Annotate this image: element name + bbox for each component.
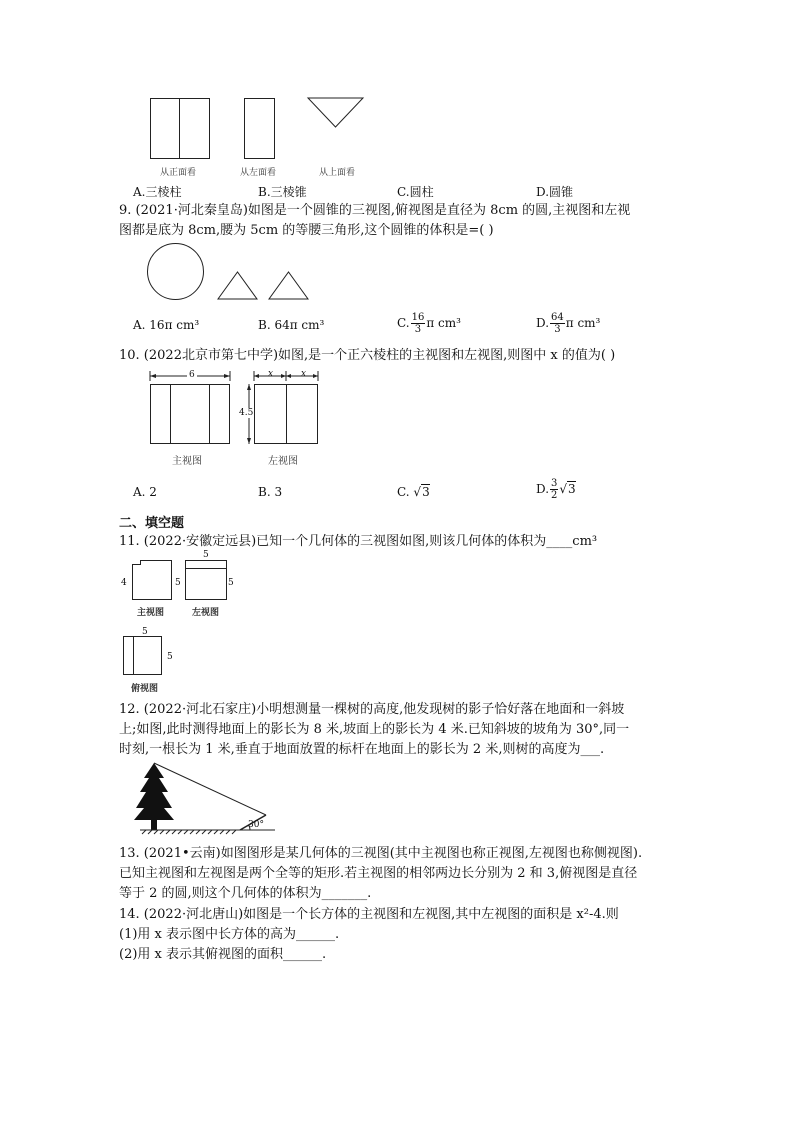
q10-front-caption: 主视图 — [172, 456, 202, 467]
q11-label-5-side-top: 5 — [203, 550, 209, 560]
q10-option-d-numerator: 3 — [551, 478, 558, 489]
q11-front-view — [130, 558, 174, 602]
q9-option-d-suffix: π cm³ — [565, 316, 601, 330]
q10-height-label: 4.5 — [239, 408, 254, 418]
q12-text-line2: 上;如图,此时测得地面上的影长为 8 米,坡面上的影长为 4 米.已知斜坡的坡角为 30°,同一 — [119, 722, 630, 737]
q13-text-line1: 13. (2021•云南)如图图形是某几何体的三视图(其中主视图也称正视图,左视图也称侧视图). — [119, 846, 643, 861]
q9-option-a[interactable]: A. 16π cm³ — [133, 318, 200, 332]
q10-option-d-radicand: 3 — [568, 482, 576, 496]
q8-option-a[interactable]: A.三棱柱 — [133, 185, 182, 199]
q8-caption-top: 从上面看 — [319, 168, 356, 178]
q9-option-c-suffix: π cm³ — [426, 316, 461, 330]
q10-side-label-x1: x — [268, 369, 274, 379]
q11-label-5-top-right: 5 — [167, 652, 173, 662]
q9-option-c-denominator: 3 — [414, 324, 422, 335]
section-title-fill-in: 二、填空题 — [119, 516, 185, 531]
q11-side-caption: 左视图 — [192, 608, 220, 618]
q9-option-c-numerator: 16 — [411, 312, 425, 323]
q10-option-d-sqrt: √3 — [559, 482, 576, 496]
q8-option-b[interactable]: B.三棱锥 — [258, 185, 307, 199]
q9-option-c[interactable] — [397, 312, 461, 335]
q10-text: 10. (2022北京市第七中学)如图,是一个正六棱柱的主视图和左视图,则图中 x 的值为( ) — [119, 348, 616, 363]
q12-angle-label: 30° — [248, 820, 264, 830]
q10-option-c-prefix: C. — [397, 485, 410, 499]
q12-text-line3: 时刻,一根长为 1 米,垂直于地面放置的标杆在地面上的影长为 2 米,则树的高度为___. — [119, 742, 605, 757]
q11-text: 11. (2022·安徽定远县)已知一个几何体的三视图如图,则该几何体的体积为____cm³ — [119, 534, 598, 549]
q14-text-line1: 14. (2022·河北唐山)如图是一个长方体的主视图和左视图,其中左视图的面积是 x²-4.则 — [119, 907, 619, 922]
q8-top-view — [307, 96, 365, 130]
q10-option-c[interactable] — [397, 485, 430, 499]
q11-label-4: 4 — [121, 578, 127, 588]
q9-front-view-triangle — [217, 270, 259, 302]
q9-option-d-numerator: 64 — [551, 312, 564, 323]
q11-label-5-side-right: 5 — [228, 578, 234, 588]
q12-text-line1: 12. (2022·河北石家庄)小明想测量一棵树的高度,他发现树的影子恰好落在地面和一斜坡 — [119, 702, 625, 717]
q11-label-5-front: 5 — [175, 578, 181, 588]
q10-front-width-label: 6 — [189, 370, 195, 380]
q9-option-c-prefix: C. — [397, 316, 410, 330]
q10-option-d-prefix: D. — [536, 482, 550, 496]
q10-option-d-denominator: 2 — [551, 490, 558, 501]
q8-caption-front: 从正面看 — [160, 168, 197, 178]
q13-text-line3: 等于 2 的圆,则这个几何体的体积为_______. — [119, 886, 372, 901]
q8-side-view — [244, 98, 276, 160]
q11-label-5-top-top: 5 — [142, 627, 148, 637]
q9-option-d-denominator: 3 — [554, 324, 561, 335]
q11-front-caption: 主视图 — [137, 608, 165, 618]
q8-front-view — [150, 98, 210, 160]
q11-top-view — [123, 634, 167, 678]
q9-side-view-triangle — [268, 270, 310, 302]
q10-option-c-sqrt: √3 — [413, 485, 430, 499]
q9-option-b[interactable]: B. 64π cm³ — [258, 318, 325, 332]
q10-option-d[interactable] — [536, 478, 576, 501]
q9-text-line1: 9. (2021·河北秦皇岛)如图是一个圆锥的三视图,俯视图是直径为 8cm 的圆,主视图和左视 — [119, 203, 631, 218]
tree-icon — [134, 763, 174, 830]
q9-text-line2: 图都是底为 8cm,腰为 5cm 的等腰三角形,这个圆锥的体积是=( ) — [119, 223, 494, 238]
q10-side-caption: 左视图 — [268, 456, 298, 467]
q8-option-d[interactable]: D.圆锥 — [536, 185, 574, 199]
q11-top-caption: 俯视图 — [131, 684, 159, 694]
q9-option-d[interactable] — [536, 312, 600, 335]
q10-side-label-x2: x — [301, 369, 307, 379]
q9-option-c-fraction — [411, 312, 426, 335]
q13-text-line2: 已知主视图和左视图是两个全等的矩形.若主视图的相邻两边长分别为 2 和 3,俯视图是直径 — [119, 866, 638, 881]
q9-option-d-fraction — [550, 312, 565, 335]
q10-front-view — [148, 368, 233, 448]
q8-option-c[interactable]: C.圆柱 — [397, 185, 434, 199]
q8-caption-side: 从左面看 — [240, 168, 277, 178]
q10-option-d-fraction — [550, 478, 558, 501]
q10-option-b[interactable]: B. 3 — [258, 485, 283, 499]
q10-option-c-radicand: 3 — [422, 485, 430, 499]
q14-text-line2: (1)用 x 表示图中长方体的高为______. — [119, 927, 340, 942]
q9-top-view-circle — [146, 242, 206, 302]
q11-side-view — [185, 558, 229, 602]
q9-option-d-prefix: D. — [536, 316, 550, 330]
q10-option-a[interactable]: A. 2 — [133, 485, 157, 499]
q14-text-line3: (2)用 x 表示其俯视图的面积______. — [119, 947, 327, 962]
